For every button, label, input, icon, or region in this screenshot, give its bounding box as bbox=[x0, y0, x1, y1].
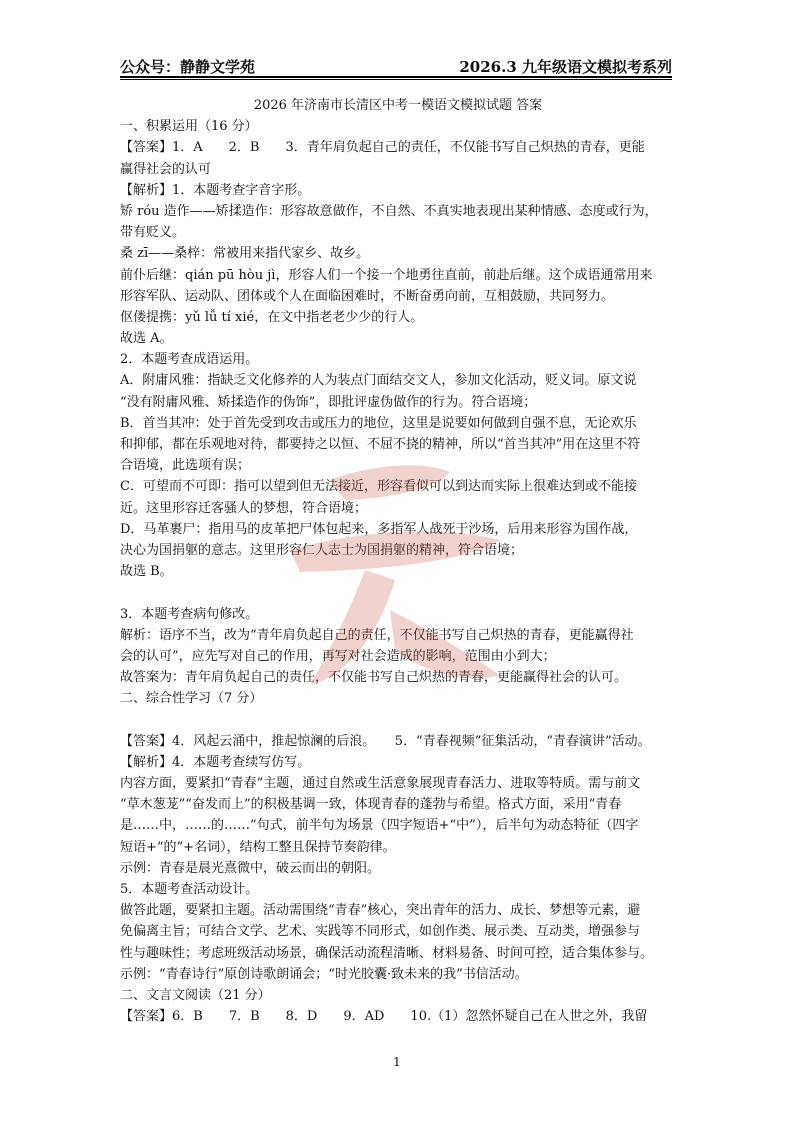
text-line: 二、综合性学习（7 分） bbox=[120, 691, 263, 707]
text-line: 是……中，……的……”句式，前半句为场景（四字短语+“中”），后半句为动态特征（四字 bbox=[120, 818, 639, 834]
text-line: 故答案为：青年肩负起自己的责任，不仅能书写自己炽热的青春，更能赢得社会的认可。 bbox=[120, 670, 628, 686]
header-rule bbox=[120, 76, 672, 78]
text-line: 【答案】6．B 7．B 8．D 9．AD 10.（1）忽然怀疑自己在人世之外，我留 bbox=[120, 1009, 648, 1025]
text-line: 赢得社会的认可 bbox=[120, 161, 212, 177]
text-line: 近。这里形容迁客骚人的梦想，符合语境； bbox=[120, 500, 368, 516]
text-line: 【答案】4．风起云涌中，推起惊澜的后浪。 5．“青春视频”征集活动，“青春演讲”活动。 bbox=[120, 733, 651, 749]
text-line: 2．本题考查成语运用。 bbox=[120, 352, 259, 368]
text-line: 一、积累运用（16 分） bbox=[120, 119, 258, 135]
header-right-text: 2026.3 九年级语文模拟考系列 bbox=[459, 58, 672, 76]
text-line: “草木葱茏”“奋发而上”的积极基调一致，体现青春的蓬勃与希望。格式方面，采用“青春 bbox=[120, 797, 622, 813]
text-line: C．可望而不可即：指可以望到但无法接近，形容看似可以到达而实际上很难达到或不能接 bbox=[120, 479, 637, 495]
text-line: 矫 róu 造作——矫揉造作：形容故意做作，不自然、不真实地表现出某种情感、态度或行为， bbox=[120, 203, 658, 219]
text-line: 内容方面，要紧扣“青春”主题，通过自然或生活意象展现青春活力、进取等特质。需与前文 bbox=[120, 776, 641, 791]
text-line: D．马革裹尸：指用马的皮革把尸体包起来，多指军人战死于沙场，后用来形容为国作战， bbox=[120, 521, 638, 537]
header-left-text: 公众号：静静文学苑 bbox=[120, 58, 256, 76]
text-line: 解析：语序不当，改为“青年肩负起自己的责任，不仅能书写自己炽热的青春，更能赢得社 bbox=[120, 627, 634, 643]
text-line: 形容军队、运动队、团体或个人在面临困难时，不断奋勇向前，互相鼓励，共同努力。 bbox=[120, 288, 615, 304]
text-line: 做答此题，要紧扣主题。活动需围绕“青春”核心，突出青年的活力、成长、梦想等元素，避 bbox=[120, 903, 641, 919]
text-line: 二、文言文阅读（21 分） bbox=[120, 987, 271, 1003]
text-line: 示例：“青春诗行”原创诗歌朗诵会；“时光胶囊·致未来的我”书信活动。 bbox=[120, 966, 528, 982]
text-line: 故选 A。 bbox=[120, 331, 173, 347]
header-rule-thin bbox=[120, 79, 672, 80]
text-line: 前仆后继：qián pū hòu jì，形容人们一个接一个地勇往直前，前赴后继。这个成语通常用来 bbox=[120, 267, 653, 283]
text-line: 故选 B。 bbox=[120, 564, 173, 580]
text-line: 带有贬义。 bbox=[120, 225, 186, 241]
text-line: 免偏离主旨；可结合文学、艺术、实践等不同形式，如创作类、展示类、互动类，增强参与 bbox=[120, 924, 641, 940]
text-line: 5．本题考查活动设计。 bbox=[120, 881, 259, 897]
text-line: “没有附庸风雅、矫揉造作的伪饰”，即批评虚伪做作的行为。符合语境； bbox=[120, 394, 537, 410]
text-line: 【解析】1．本题考查字音字形。 bbox=[120, 182, 311, 198]
page-number: 1 bbox=[393, 1055, 401, 1069]
text-line: 决心为国捐躯的意志。这里形容仁人志士为国捐躯的精神，符合语境； bbox=[120, 542, 524, 558]
text-line: B．首当其冲：处于首先受到攻击或压力的地位，这里是说要如何做到自强不息，无论欢乐 bbox=[120, 415, 637, 431]
text-line: 短语+“的”+名词），结构工整且保持节奏韵律。 bbox=[120, 839, 396, 855]
text-line: 性与趣味性；考虑班级活动场景，确保活动流程清晰、材料易备、时间可控，适合集体参与。 bbox=[120, 945, 654, 961]
text-line: 会的认可”，应先写对自己的作用，再写对社会造成的影响，范围由小到大； bbox=[120, 648, 556, 664]
text-line: 【解析】4．本题考查续写仿写。 bbox=[120, 754, 311, 770]
text-line: 和抑郁，都在乐观地对待，都要持之以恒、不屈不挠的精神，所以“首当其冲”用在这里不符 bbox=[120, 437, 641, 452]
text-line: 桑 zī——桑梓：常被用来指代家乡、故乡。 bbox=[120, 246, 370, 262]
text-line: 伛偻提携：yǔ lǚ tí xié，在文中指老老少少的行人。 bbox=[120, 309, 424, 325]
text-line: 示例：青春是晨光熹微中，破云而出的朝阳。 bbox=[120, 860, 381, 876]
text-line: 合语境，此选项有误； bbox=[120, 458, 251, 474]
text-line: 3．本题考查病句修改。 bbox=[120, 606, 259, 622]
answer-document-body bbox=[120, 95, 676, 1027]
text-line: A．附庸风雅：指缺乏文化修养的人为装点门面结交文人，参加文化活动，贬义词。原文说 bbox=[120, 373, 637, 389]
document-title: 2026 年济南市长清区中考一模语文模拟试题 答案 bbox=[253, 98, 543, 113]
text-line bbox=[120, 709, 676, 730]
text-line: 【答案】1．A 2．B 3．青年肩负起自己的责任，不仅能书写自己炽热的青春，更能 bbox=[120, 140, 645, 156]
page-header bbox=[120, 52, 672, 76]
text-line bbox=[120, 582, 676, 603]
